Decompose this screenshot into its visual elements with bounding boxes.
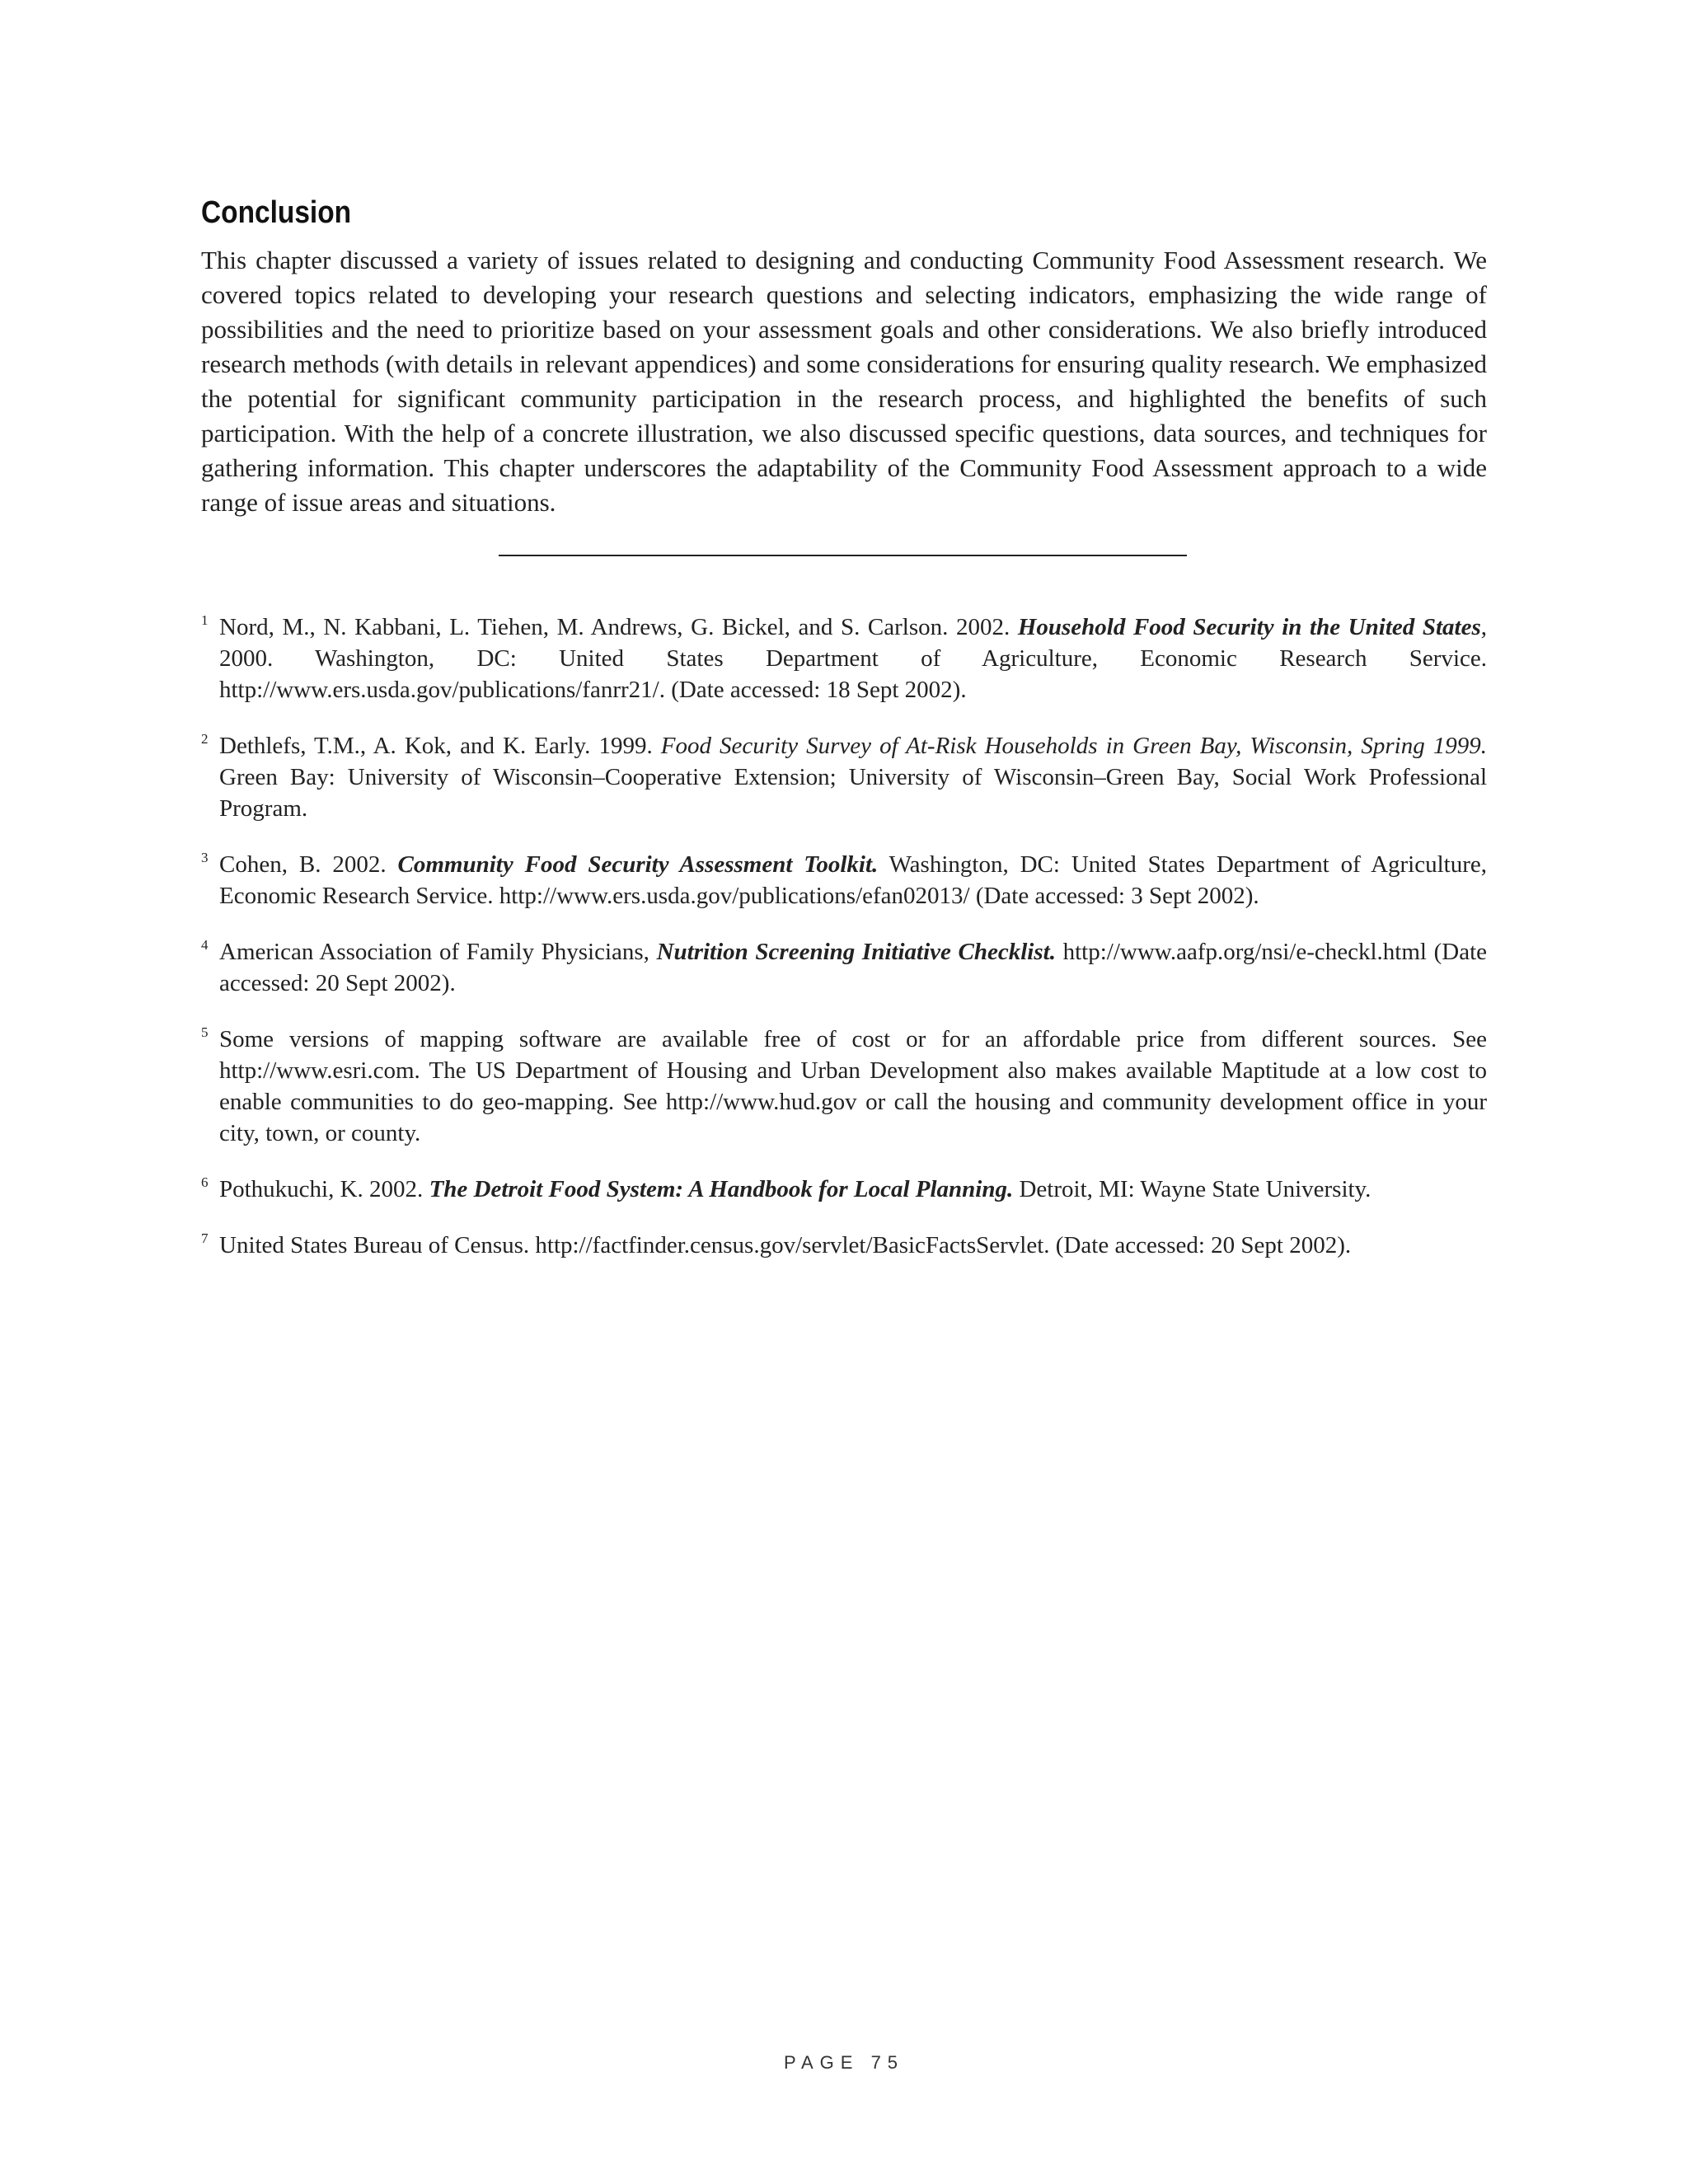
footnote-number: 7 — [201, 1230, 209, 1246]
footnote-text: Washington, DC: United States Department of Agriculture, Economic Research Service. http://www.ers.usda.gov/publications/efan02013/ (Date accessed: 3 Sept 2002). — [219, 851, 1487, 909]
footnote-text: Dethlefs, T.M., A. Kok, and K. Early. 1999. — [219, 733, 661, 759]
footnote-text: , 2000. Washington, DC: United States Department of Agriculture, Economic Research Service. http://www.ers.usda.gov/publications/fanrr21/. (Date accessed: 18 Sept 2002). — [219, 614, 1487, 703]
footnote-number: 5 — [201, 1024, 209, 1040]
footnote-number: 4 — [201, 937, 209, 953]
footnote — [201, 936, 1487, 999]
conclusion-paragraph: This chapter discussed a variety of issues related to designing and conducting Community Food Assessment research. We covered topics related to developing your research questions and selecting indicators, emphasizing the wide range of possibilities and the need to prioritize based on your assessment goals and other considerations. We also briefly introduced research methods (with details in relevant appendices) and some considerations for ensuring quality research. We emphasized the potential for significant community participation in the research process, and highlighted the benefits of such participation. With the help of a concrete illustration, we also discussed specific questions, data sources, and techniques for gathering information. This chapter underscores the adaptability of the Community Food Assessment approach to a wide range of issue areas and situations. — [201, 246, 1487, 517]
footnote — [201, 849, 1487, 912]
footnote-text: Cohen, B. 2002. — [219, 851, 398, 878]
footnote-title: Nutrition Screening Initiative Checklist. — [656, 939, 1056, 965]
footnote-title: The Detroit Food System: A Handbook for Local Planning. — [429, 1176, 1014, 1202]
footnote-separator — [499, 555, 1187, 556]
footnote — [201, 1230, 1487, 1261]
footnote-text: Pothukuchi, K. 2002. — [219, 1176, 429, 1202]
footnote-title: Household Food Security in the United States — [1017, 614, 1481, 640]
footnote — [201, 612, 1487, 705]
footnote — [201, 1174, 1487, 1205]
footnote — [201, 1024, 1487, 1149]
footnote-text: American Association of Family Physicians, — [219, 939, 657, 965]
footnote-text: Nord, M., N. Kabbani, L. Tiehen, M. Andrews, G. Bickel, and S. Carlson. 2002. — [219, 614, 1018, 640]
footnote-text: Some versions of mapping software are available free of cost or for an affordable price from different sources. See http://www.esri.com. The US Department of Housing and Urban Development also makes available Maptitude at a low cost to enable communities to do geo-mapping. See http://www.hud.gov or call the housing and community development office in your city, town, or county. — [219, 1026, 1487, 1146]
footnote — [201, 730, 1487, 824]
footnotes-list — [201, 612, 1487, 1286]
footnote-title: Community Food Security Assessment Toolkit. — [397, 851, 879, 878]
footnote-text: United States Bureau of Census. http://factfinder.census.gov/servlet/BasicFactsServlet. (Date accessed: 20 Sept 2002). — [219, 1232, 1352, 1258]
footnote-number: 3 — [201, 850, 209, 865]
section-heading: Conclusion — [201, 195, 352, 230]
footnote-text: http://www.aafp.org/nsi/e-checkl.html (Date accessed: 20 Sept 2002). — [219, 939, 1488, 996]
footnote-number: 6 — [201, 1174, 209, 1190]
page-number: PAGE 75 — [783, 2052, 905, 2073]
footnote-number: 1 — [201, 612, 209, 628]
footnote-text: Green Bay: University of Wisconsin–Cooperative Extension; University of Wisconsin–Green Bay, Social Work Professional Program. — [219, 764, 1487, 822]
footnote-text: Detroit, MI: Wayne State University. — [1013, 1176, 1372, 1202]
footnote-number: 2 — [201, 731, 209, 747]
footnote-title: Food Security Survey of At-Risk Households in Green Bay, Wisconsin, Spring 1999. — [660, 733, 1487, 759]
